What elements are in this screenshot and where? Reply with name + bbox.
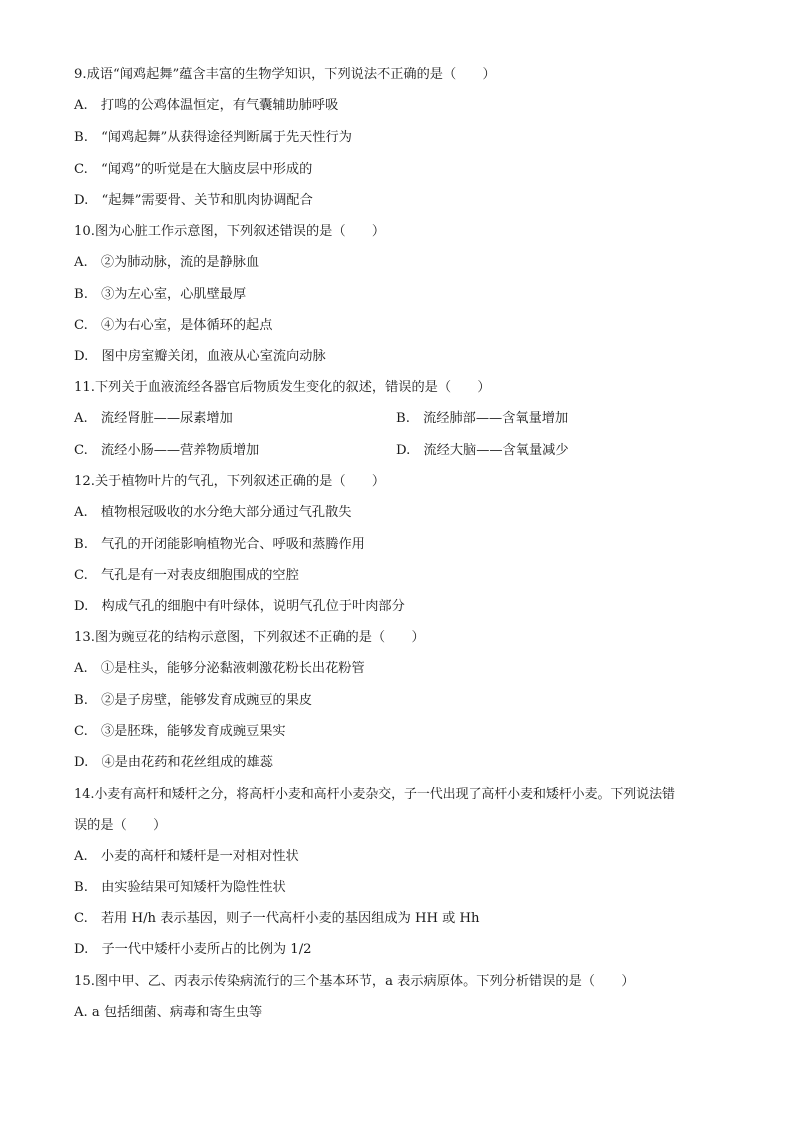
question-14-option-a: A. 小麦的高杆和矮杆是一对相对性状 [74,849,299,864]
question-9-option-a: A. 打鸣的公鸡体温恒定，有气囊辅助肺呼吸 [74,98,339,113]
question-11-option-a: A. 流经肾脏——尿素增加 [74,411,233,426]
question-11-option-b: B. 流经肺部——含氧量增加 [396,411,569,426]
question-12-stem: 12.关于植物叶片的气孔，下列叙述正确的是（ ） [74,474,386,489]
question-10-option-c: C. ④为右心室，是体循环的起点 [74,318,273,333]
question-12-option-d: D. 构成气孔的细胞中有叶绿体，说明气孔位于叶肉部分 [74,599,405,614]
question-13-option-b: B. ②是子房壁，能够发育成豌豆的果皮 [74,693,313,708]
question-13-option-d: D. ④是由花药和花丝组成的雄蕊 [74,755,273,770]
question-14-option-c: C. 若用 H/h 表示基因，则子一代高杆小麦的基因组成为 HH 或 Hh [74,911,480,926]
question-11-stem: 11.下列关于血液流经各器官后物质发生变化的叙述，错误的是（ ） [74,380,491,395]
question-12-option-a: A. 植物根冠吸收的水分绝大部分通过气孔散失 [74,505,352,520]
question-9-option-b: B. “闻鸡起舞”从获得途径判断属于先天性行为 [74,130,352,145]
question-10-option-d: D. 图中房室瓣关闭，血液从心室流向动脉 [74,349,326,364]
question-11-option-c: C. 流经小肠——营养物质增加 [74,443,260,458]
question-12-option-c: C. 气孔是有一对表皮细胞围成的空腔 [74,568,299,583]
question-14-option-d: D. 子一代中矮杆小麦所占的比例为 1/2 [74,942,312,957]
question-10-option-a: A. ②为肺动脉，流的是静脉血 [74,255,260,270]
question-14-stem-line-1: 14.小麦有高杆和矮杆之分，将高杆小麦和高杆小麦杂交，子一代出现了高杆小麦和矮杆小麦。下列说法错 [74,787,675,802]
question-15-option-a: A. a 包括细菌、病毒和寄生虫等 [74,1005,263,1020]
question-10-option-b: B. ③为左心室，心肌壁最厚 [74,287,247,302]
question-13-stem: 13.图为豌豆花的结构示意图，下列叙述不正确的是（ ） [74,630,425,645]
question-13-option-a: A. ①是柱头，能够分泌黏液刺激花粉长出花粉管 [74,661,365,676]
question-9-option-d: D. “起舞”需要骨、关节和肌肉协调配合 [74,193,313,208]
question-15-stem: 15.图中甲、乙、丙表示传染病流行的三个基本环节，a 表示病原体。下列分析错误的是（ ） [74,974,635,989]
question-13-option-c: C. ③是胚珠，能够发育成豌豆果实 [74,724,286,739]
question-14-stem-line-2: 误的是（ ） [74,818,167,833]
question-14-option-b: B. 由实验结果可知矮杆为隐性性状 [74,880,286,895]
question-9-stem: 9.成语“闻鸡起舞”蕴含丰富的生物学知识，下列说法不正确的是（ ） [74,67,496,82]
question-11-option-d: D. 流经大脑——含氧量减少 [396,443,569,458]
question-12-option-b: B. 气孔的开闭能影响植物光合、呼吸和蒸腾作用 [74,537,365,552]
question-10-stem: 10.图为心脏工作示意图，下列叙述错误的是（ ） [74,224,386,239]
question-9-option-c: C. “闻鸡”的听觉是在大脑皮层中形成的 [74,162,313,177]
